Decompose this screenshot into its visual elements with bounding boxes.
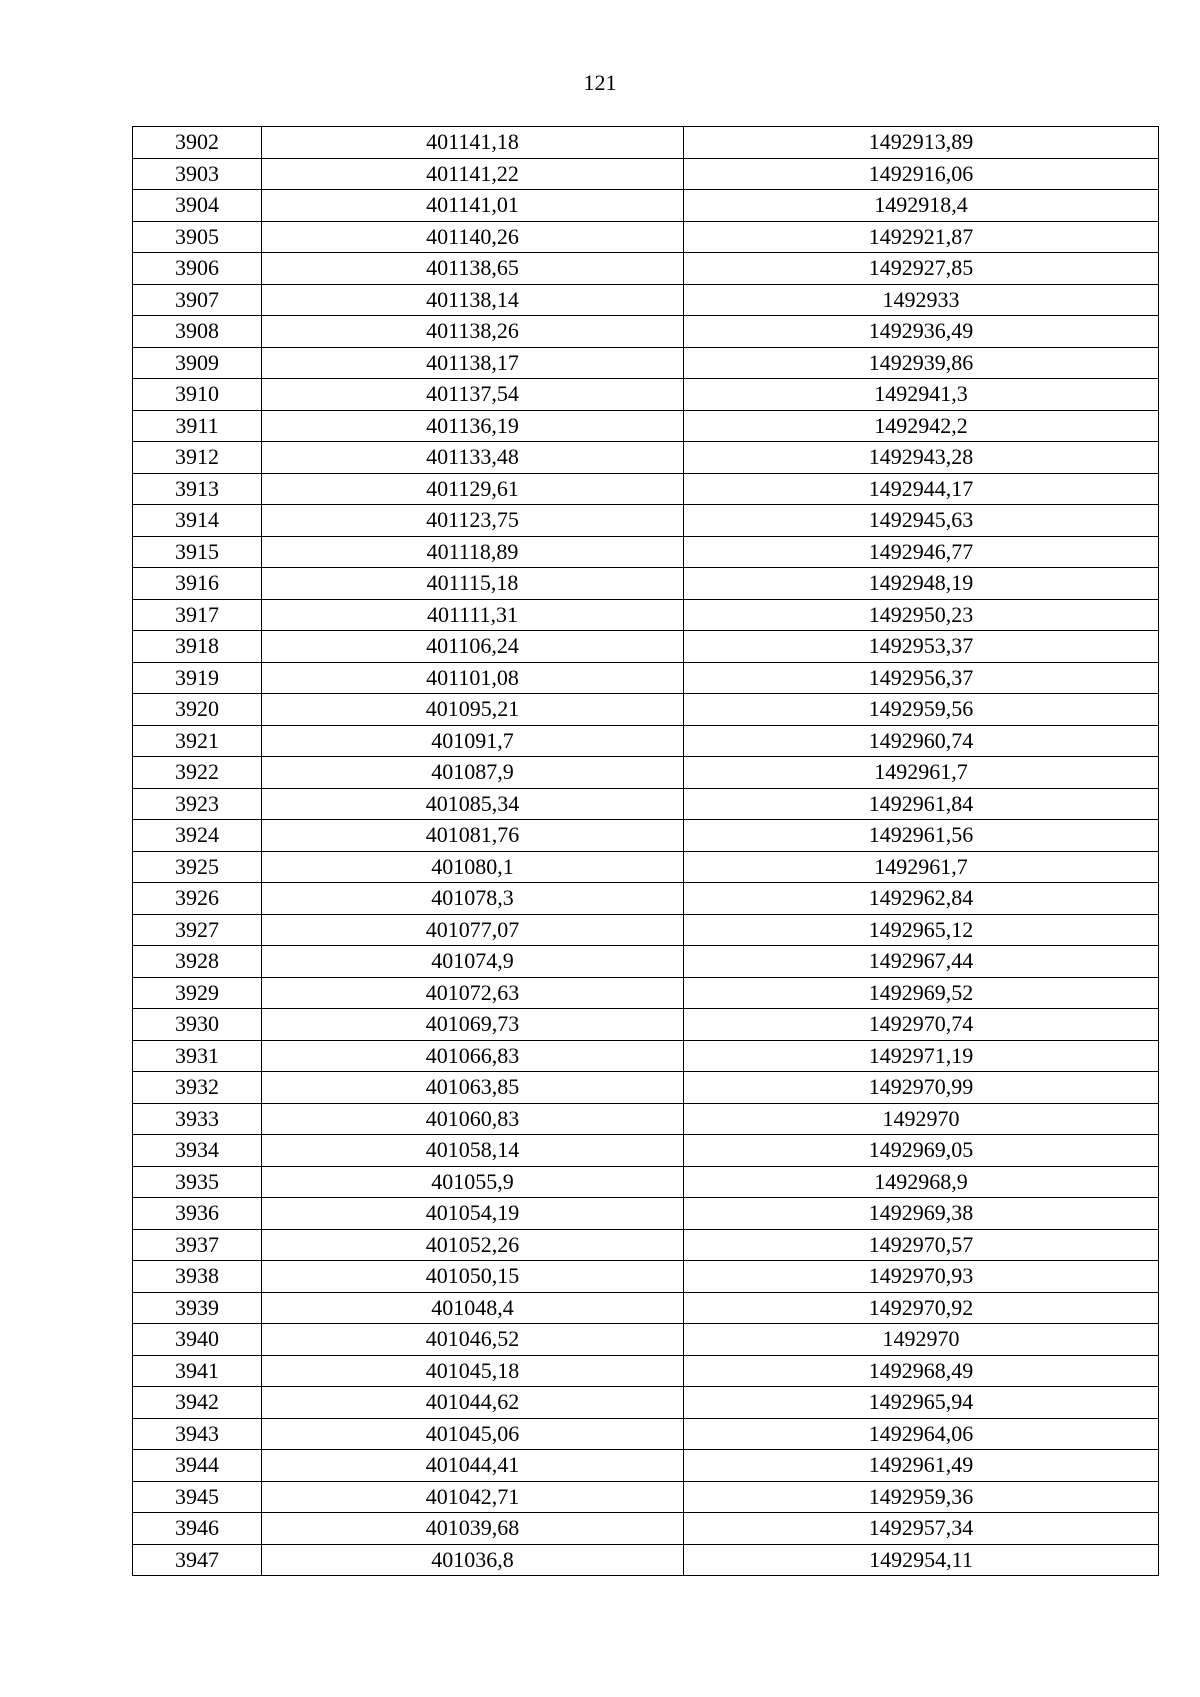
y-coordinate-cell: 1492970 [684, 1324, 1159, 1356]
x-coordinate-cell: 401136,19 [262, 410, 684, 442]
y-coordinate-cell: 1492970,92 [684, 1292, 1159, 1324]
point-number-cell: 3934 [133, 1135, 262, 1167]
table-row [133, 1135, 1159, 1167]
x-coordinate-cell: 401063,85 [262, 1072, 684, 1104]
y-coordinate-cell: 1492968,49 [684, 1355, 1159, 1387]
y-coordinate-cell: 1492953,37 [684, 631, 1159, 663]
point-number-cell: 3947 [133, 1544, 262, 1576]
y-coordinate-cell: 1492959,36 [684, 1481, 1159, 1513]
table-row [133, 1261, 1159, 1293]
x-coordinate-cell: 401074,9 [262, 946, 684, 978]
point-number-cell: 3940 [133, 1324, 262, 1356]
y-coordinate-cell: 1492964,06 [684, 1418, 1159, 1450]
table-row [133, 158, 1159, 190]
table-row [133, 1387, 1159, 1419]
point-number-cell: 3920 [133, 694, 262, 726]
y-coordinate-cell: 1492961,49 [684, 1450, 1159, 1482]
x-coordinate-cell: 401101,08 [262, 662, 684, 694]
x-coordinate-cell: 401042,71 [262, 1481, 684, 1513]
y-coordinate-cell: 1492969,05 [684, 1135, 1159, 1167]
point-number-cell: 3937 [133, 1229, 262, 1261]
point-number-cell: 3921 [133, 725, 262, 757]
x-coordinate-cell: 401045,18 [262, 1355, 684, 1387]
y-coordinate-cell: 1492944,17 [684, 473, 1159, 505]
y-coordinate-cell: 1492962,84 [684, 883, 1159, 915]
y-coordinate-cell: 1492969,38 [684, 1198, 1159, 1230]
point-number-cell: 3925 [133, 851, 262, 883]
x-coordinate-cell: 401141,22 [262, 158, 684, 190]
x-coordinate-cell: 401115,18 [262, 568, 684, 600]
y-coordinate-cell: 1492970,57 [684, 1229, 1159, 1261]
table-row [133, 662, 1159, 694]
x-coordinate-cell: 401046,52 [262, 1324, 684, 1356]
table-row [133, 1513, 1159, 1545]
table-row [133, 379, 1159, 411]
x-coordinate-cell: 401077,07 [262, 914, 684, 946]
point-number-cell: 3946 [133, 1513, 262, 1545]
y-coordinate-cell: 1492967,44 [684, 946, 1159, 978]
point-number-cell: 3927 [133, 914, 262, 946]
coordinates-table [132, 126, 1159, 1576]
x-coordinate-cell: 401141,18 [262, 127, 684, 159]
table-row [133, 536, 1159, 568]
table-row [133, 725, 1159, 757]
point-number-cell: 3913 [133, 473, 262, 505]
point-number-cell: 3932 [133, 1072, 262, 1104]
y-coordinate-cell: 1492945,63 [684, 505, 1159, 537]
y-coordinate-cell: 1492916,06 [684, 158, 1159, 190]
x-coordinate-cell: 401052,26 [262, 1229, 684, 1261]
table-row [133, 190, 1159, 222]
table-row [133, 253, 1159, 285]
x-coordinate-cell: 401045,06 [262, 1418, 684, 1450]
point-number-cell: 3911 [133, 410, 262, 442]
y-coordinate-cell: 1492959,56 [684, 694, 1159, 726]
table-row [133, 442, 1159, 474]
table-row [133, 1418, 1159, 1450]
x-coordinate-cell: 401066,83 [262, 1040, 684, 1072]
table-row [133, 883, 1159, 915]
x-coordinate-cell: 401078,3 [262, 883, 684, 915]
x-coordinate-cell: 401044,62 [262, 1387, 684, 1419]
x-coordinate-cell: 401055,9 [262, 1166, 684, 1198]
table-row [133, 284, 1159, 316]
y-coordinate-cell: 1492946,77 [684, 536, 1159, 568]
coordinates-table-body [133, 127, 1159, 1576]
x-coordinate-cell: 401087,9 [262, 757, 684, 789]
point-number-cell: 3919 [133, 662, 262, 694]
y-coordinate-cell: 1492969,52 [684, 977, 1159, 1009]
point-number-cell: 3918 [133, 631, 262, 663]
table-row [133, 1103, 1159, 1135]
table-row [133, 1198, 1159, 1230]
point-number-cell: 3942 [133, 1387, 262, 1419]
table-row [133, 977, 1159, 1009]
table-row [133, 568, 1159, 600]
x-coordinate-cell: 401133,48 [262, 442, 684, 474]
x-coordinate-cell: 401081,76 [262, 820, 684, 852]
point-number-cell: 3930 [133, 1009, 262, 1041]
x-coordinate-cell: 401111,31 [262, 599, 684, 631]
table-row [133, 1324, 1159, 1356]
point-number-cell: 3907 [133, 284, 262, 316]
y-coordinate-cell: 1492960,74 [684, 725, 1159, 757]
table-row [133, 316, 1159, 348]
table-row [133, 1450, 1159, 1482]
point-number-cell: 3924 [133, 820, 262, 852]
x-coordinate-cell: 401039,68 [262, 1513, 684, 1545]
point-number-cell: 3914 [133, 505, 262, 537]
y-coordinate-cell: 1492950,23 [684, 599, 1159, 631]
table-row [133, 914, 1159, 946]
table-row [133, 1166, 1159, 1198]
table-row [133, 1072, 1159, 1104]
y-coordinate-cell: 1492961,84 [684, 788, 1159, 820]
y-coordinate-cell: 1492921,87 [684, 221, 1159, 253]
y-coordinate-cell: 1492970,93 [684, 1261, 1159, 1293]
table-row [133, 1355, 1159, 1387]
y-coordinate-cell: 1492961,7 [684, 851, 1159, 883]
point-number-cell: 3933 [133, 1103, 262, 1135]
y-coordinate-cell: 1492941,3 [684, 379, 1159, 411]
point-number-cell: 3902 [133, 127, 262, 159]
x-coordinate-cell: 401138,14 [262, 284, 684, 316]
table-row [133, 127, 1159, 159]
point-number-cell: 3943 [133, 1418, 262, 1450]
point-number-cell: 3944 [133, 1450, 262, 1482]
y-coordinate-cell: 1492948,19 [684, 568, 1159, 600]
y-coordinate-cell: 1492970 [684, 1103, 1159, 1135]
y-coordinate-cell: 1492968,9 [684, 1166, 1159, 1198]
y-coordinate-cell: 1492957,34 [684, 1513, 1159, 1545]
y-coordinate-cell: 1492961,56 [684, 820, 1159, 852]
page-number: 121 [583, 70, 617, 95]
table-row [133, 410, 1159, 442]
point-number-cell: 3936 [133, 1198, 262, 1230]
point-number-cell: 3945 [133, 1481, 262, 1513]
point-number-cell: 3935 [133, 1166, 262, 1198]
y-coordinate-cell: 1492913,89 [684, 127, 1159, 159]
point-number-cell: 3938 [133, 1261, 262, 1293]
table-row [133, 505, 1159, 537]
x-coordinate-cell: 401058,14 [262, 1135, 684, 1167]
point-number-cell: 3939 [133, 1292, 262, 1324]
table-row [133, 473, 1159, 505]
point-number-cell: 3923 [133, 788, 262, 820]
x-coordinate-cell: 401036,8 [262, 1544, 684, 1576]
x-coordinate-cell: 401140,26 [262, 221, 684, 253]
table-row [133, 851, 1159, 883]
x-coordinate-cell: 401138,65 [262, 253, 684, 285]
x-coordinate-cell: 401080,1 [262, 851, 684, 883]
y-coordinate-cell: 1492918,4 [684, 190, 1159, 222]
table-row [133, 1544, 1159, 1576]
point-number-cell: 3928 [133, 946, 262, 978]
point-number-cell: 3926 [133, 883, 262, 915]
table-row [133, 1481, 1159, 1513]
y-coordinate-cell: 1492933 [684, 284, 1159, 316]
y-coordinate-cell: 1492965,94 [684, 1387, 1159, 1419]
point-number-cell: 3906 [133, 253, 262, 285]
point-number-cell: 3912 [133, 442, 262, 474]
point-number-cell: 3910 [133, 379, 262, 411]
table-row [133, 221, 1159, 253]
point-number-cell: 3917 [133, 599, 262, 631]
table-row [133, 694, 1159, 726]
table-row [133, 599, 1159, 631]
point-number-cell: 3915 [133, 536, 262, 568]
point-number-cell: 3904 [133, 190, 262, 222]
x-coordinate-cell: 401060,83 [262, 1103, 684, 1135]
x-coordinate-cell: 401118,89 [262, 536, 684, 568]
x-coordinate-cell: 401072,63 [262, 977, 684, 1009]
x-coordinate-cell: 401123,75 [262, 505, 684, 537]
y-coordinate-cell: 1492954,11 [684, 1544, 1159, 1576]
point-number-cell: 3931 [133, 1040, 262, 1072]
y-coordinate-cell: 1492943,28 [684, 442, 1159, 474]
y-coordinate-cell: 1492970,99 [684, 1072, 1159, 1104]
y-coordinate-cell: 1492970,74 [684, 1009, 1159, 1041]
point-number-cell: 3941 [133, 1355, 262, 1387]
x-coordinate-cell: 401129,61 [262, 473, 684, 505]
point-number-cell: 3905 [133, 221, 262, 253]
x-coordinate-cell: 401138,17 [262, 347, 684, 379]
point-number-cell: 3929 [133, 977, 262, 1009]
x-coordinate-cell: 401141,01 [262, 190, 684, 222]
y-coordinate-cell: 1492971,19 [684, 1040, 1159, 1072]
table-row [133, 946, 1159, 978]
x-coordinate-cell: 401095,21 [262, 694, 684, 726]
y-coordinate-cell: 1492956,37 [684, 662, 1159, 694]
y-coordinate-cell: 1492927,85 [684, 253, 1159, 285]
point-number-cell: 3909 [133, 347, 262, 379]
x-coordinate-cell: 401050,15 [262, 1261, 684, 1293]
table-row [133, 788, 1159, 820]
x-coordinate-cell: 401138,26 [262, 316, 684, 348]
y-coordinate-cell: 1492965,12 [684, 914, 1159, 946]
y-coordinate-cell: 1492961,7 [684, 757, 1159, 789]
table-row [133, 1040, 1159, 1072]
point-number-cell: 3908 [133, 316, 262, 348]
x-coordinate-cell: 401044,41 [262, 1450, 684, 1482]
table-row [133, 1292, 1159, 1324]
point-number-cell: 3903 [133, 158, 262, 190]
point-number-cell: 3922 [133, 757, 262, 789]
x-coordinate-cell: 401048,4 [262, 1292, 684, 1324]
point-number-cell: 3916 [133, 568, 262, 600]
table-row [133, 631, 1159, 663]
y-coordinate-cell: 1492936,49 [684, 316, 1159, 348]
table-row [133, 757, 1159, 789]
x-coordinate-cell: 401085,34 [262, 788, 684, 820]
table-row [133, 1009, 1159, 1041]
y-coordinate-cell: 1492942,2 [684, 410, 1159, 442]
x-coordinate-cell: 401054,19 [262, 1198, 684, 1230]
x-coordinate-cell: 401069,73 [262, 1009, 684, 1041]
table-row [133, 1229, 1159, 1261]
x-coordinate-cell: 401106,24 [262, 631, 684, 663]
y-coordinate-cell: 1492939,86 [684, 347, 1159, 379]
x-coordinate-cell: 401137,54 [262, 379, 684, 411]
table-row [133, 820, 1159, 852]
x-coordinate-cell: 401091,7 [262, 725, 684, 757]
table-row [133, 347, 1159, 379]
